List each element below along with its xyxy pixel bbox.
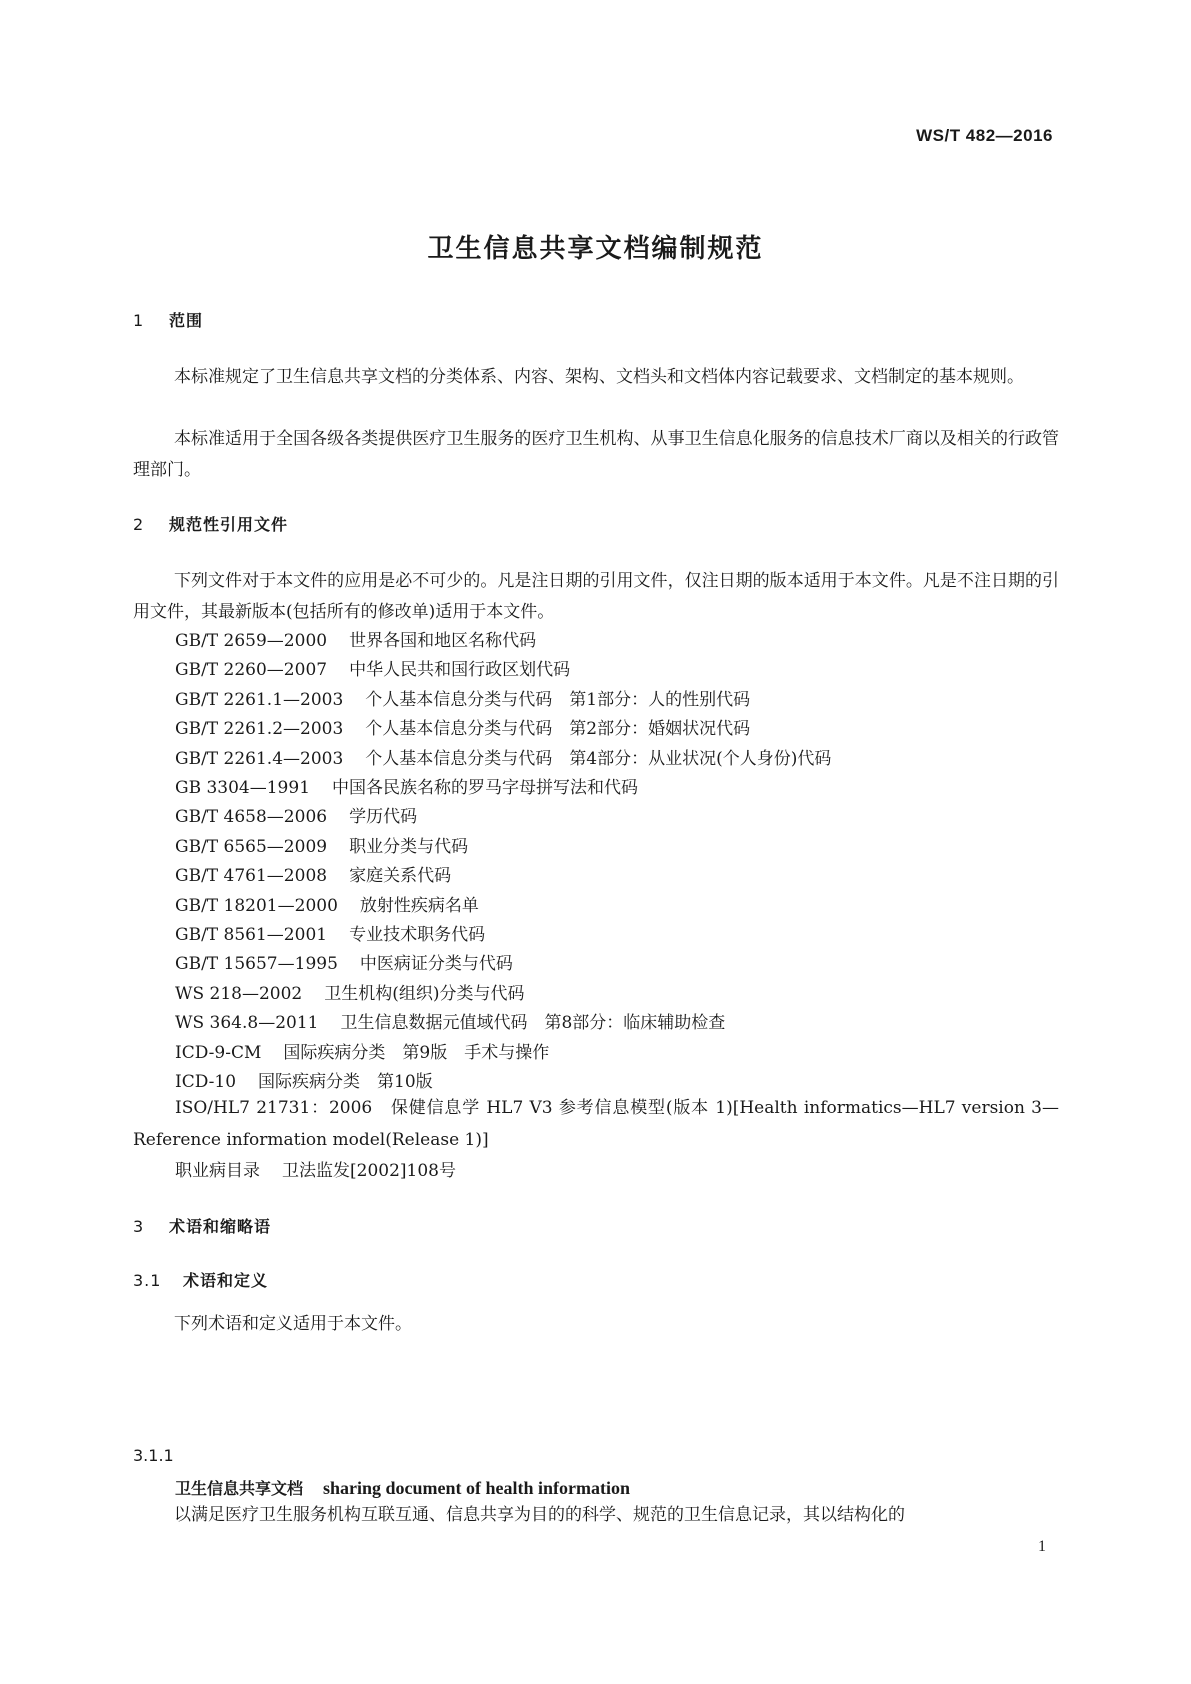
reference-code: GB 3304—1991	[175, 778, 311, 798]
term-number: 3.1.1	[133, 1446, 174, 1465]
reference-title: 个人基本信息分类与代码 第1部分：人的性别代码	[365, 689, 751, 710]
reference-code: GB/T 18201—2000	[175, 895, 338, 916]
reference-title: 专业技术职务代码	[349, 925, 486, 945]
reference-title: 中医病证分类与代码	[359, 954, 513, 975]
reference-code: GB/T 6565—2009	[175, 836, 328, 857]
reference-code: GB/T 4658—2006	[175, 807, 328, 828]
term-chinese: 卫生信息共享文档	[175, 1479, 304, 1498]
reference-item	[175, 920, 485, 945]
reference-item	[175, 832, 468, 857]
reference-code: GB/T 15657—1995	[175, 954, 338, 975]
reference-title: 卫生信息数据元值域代码 第8部分：临床辅助检查	[340, 1013, 726, 1034]
reference-title: 国际疾病分类 第10版	[258, 1072, 433, 1092]
reference-item	[175, 714, 750, 739]
reference-item	[175, 773, 638, 798]
reference-item	[175, 655, 570, 680]
reference-code: GB/T 2261.4—2003	[175, 748, 344, 769]
section-3-1-heading	[133, 1268, 268, 1291]
term-english: sharing document of health information	[323, 1478, 631, 1498]
reference-item	[175, 1008, 725, 1033]
reference-code: ICD-10	[175, 1072, 237, 1092]
reference-title: 个人基本信息分类与代码 第2部分：婚姻状况代码	[365, 719, 751, 740]
section-2-heading	[133, 512, 288, 535]
reference-code: GB/T 2261.2—2003	[175, 719, 344, 740]
reference-title: 中华人民共和国行政区划代码	[349, 660, 571, 681]
reference-item	[175, 744, 831, 769]
section-1-heading	[133, 308, 203, 331]
reference-item	[175, 685, 750, 710]
reference-title: 放射性疾病名单	[359, 895, 479, 916]
reference-iso: ISO/HL7 21731：2006 保健信息学 HL7 V3 参考信息模型(版本 1)[Health informatics—HL7 version 3—Reference information model(Release 1)]	[133, 1098, 1059, 1150]
reference-title: 国际疾病分类 第9版 手术与操作	[283, 1042, 550, 1063]
page-number: 1	[1038, 1538, 1046, 1555]
reference-title: 学历代码	[349, 807, 418, 828]
reference-code: WS 364.8—2011	[175, 1013, 319, 1034]
reference-item	[175, 949, 513, 974]
scope-paragraph-2: 本标准适用于全国各级各类提供医疗卫生服务的医疗卫生机构、从事卫生信息化服务的信息技术厂商以及相关的行政管理部门。	[133, 429, 1059, 480]
section-number: 3.1	[133, 1271, 162, 1290]
reference-title: 世界各国和地区名称代码	[349, 631, 537, 651]
normative-intro: 下列文件对于本文件的应用是必不可少的。凡是注日期的引用文件，仅注日期的版本适用于本文件。凡是不注日期的引用文件，其最新版本(包括所有的修改单)适用于本文件。	[133, 571, 1059, 622]
reference-item	[175, 861, 451, 886]
section-title: 规范性引用文件	[169, 515, 289, 534]
reference-code: GB/T 4761—2008	[175, 866, 328, 887]
term-heading	[175, 1476, 630, 1499]
terms-intro: 下列术语和定义适用于本文件。	[174, 1314, 412, 1334]
reference-code: GB/T 2260—2007	[175, 660, 328, 681]
reference-title: 职业分类与代码	[349, 836, 469, 857]
section-title: 术语和定义	[183, 1271, 269, 1290]
document-title: 卫生信息共享文档编制规范	[427, 234, 764, 264]
reference-code: ICD-9-CM	[175, 1042, 262, 1063]
section-number: 3	[133, 1217, 145, 1236]
reference-title: 个人基本信息分类与代码 第4部分：从业状况(个人身份)代码	[365, 748, 832, 769]
reference-title: 中国各民族名称的罗马字母拼写法和代码	[332, 778, 639, 798]
reference-item	[175, 891, 479, 916]
section-3-heading	[133, 1214, 271, 1237]
reference-item	[175, 626, 536, 651]
term-definition: 以满足医疗卫生服务机构互联互通、信息共享为目的的科学、规范的卫生信息记录，其以结构化的	[174, 1505, 905, 1525]
section-number: 1	[133, 311, 145, 330]
scope-paragraph-1: 本标准规定了卫生信息共享文档的分类体系、内容、架构、文档头和文档体内容记载要求、文档制定的基本规则。	[174, 367, 1024, 387]
reference-title: 卫生机构(组织)分类与代码	[324, 983, 525, 1004]
reference-item	[175, 1067, 433, 1092]
section-title: 术语和缩略语	[169, 1217, 272, 1236]
reference-code: WS 218—2002	[175, 983, 303, 1004]
reference-code: GB/T 2261.1—2003	[175, 689, 344, 710]
reference-code: GB/T 2659—2000	[175, 631, 328, 651]
reference-item	[175, 979, 525, 1004]
reference-item	[175, 802, 417, 827]
section-title: 范围	[169, 311, 204, 330]
section-number: 2	[133, 515, 145, 534]
reference-item	[175, 1038, 549, 1063]
reference-title: 家庭关系代码	[349, 866, 452, 887]
reference-code: 职业病目录	[175, 1161, 260, 1181]
reference-code: GB/T 8561—2001	[175, 925, 328, 945]
reference-item	[175, 1156, 456, 1181]
standard-code: WS/T 482—2016	[916, 126, 1053, 145]
reference-title: 卫法监发[2002]108号	[282, 1161, 456, 1181]
